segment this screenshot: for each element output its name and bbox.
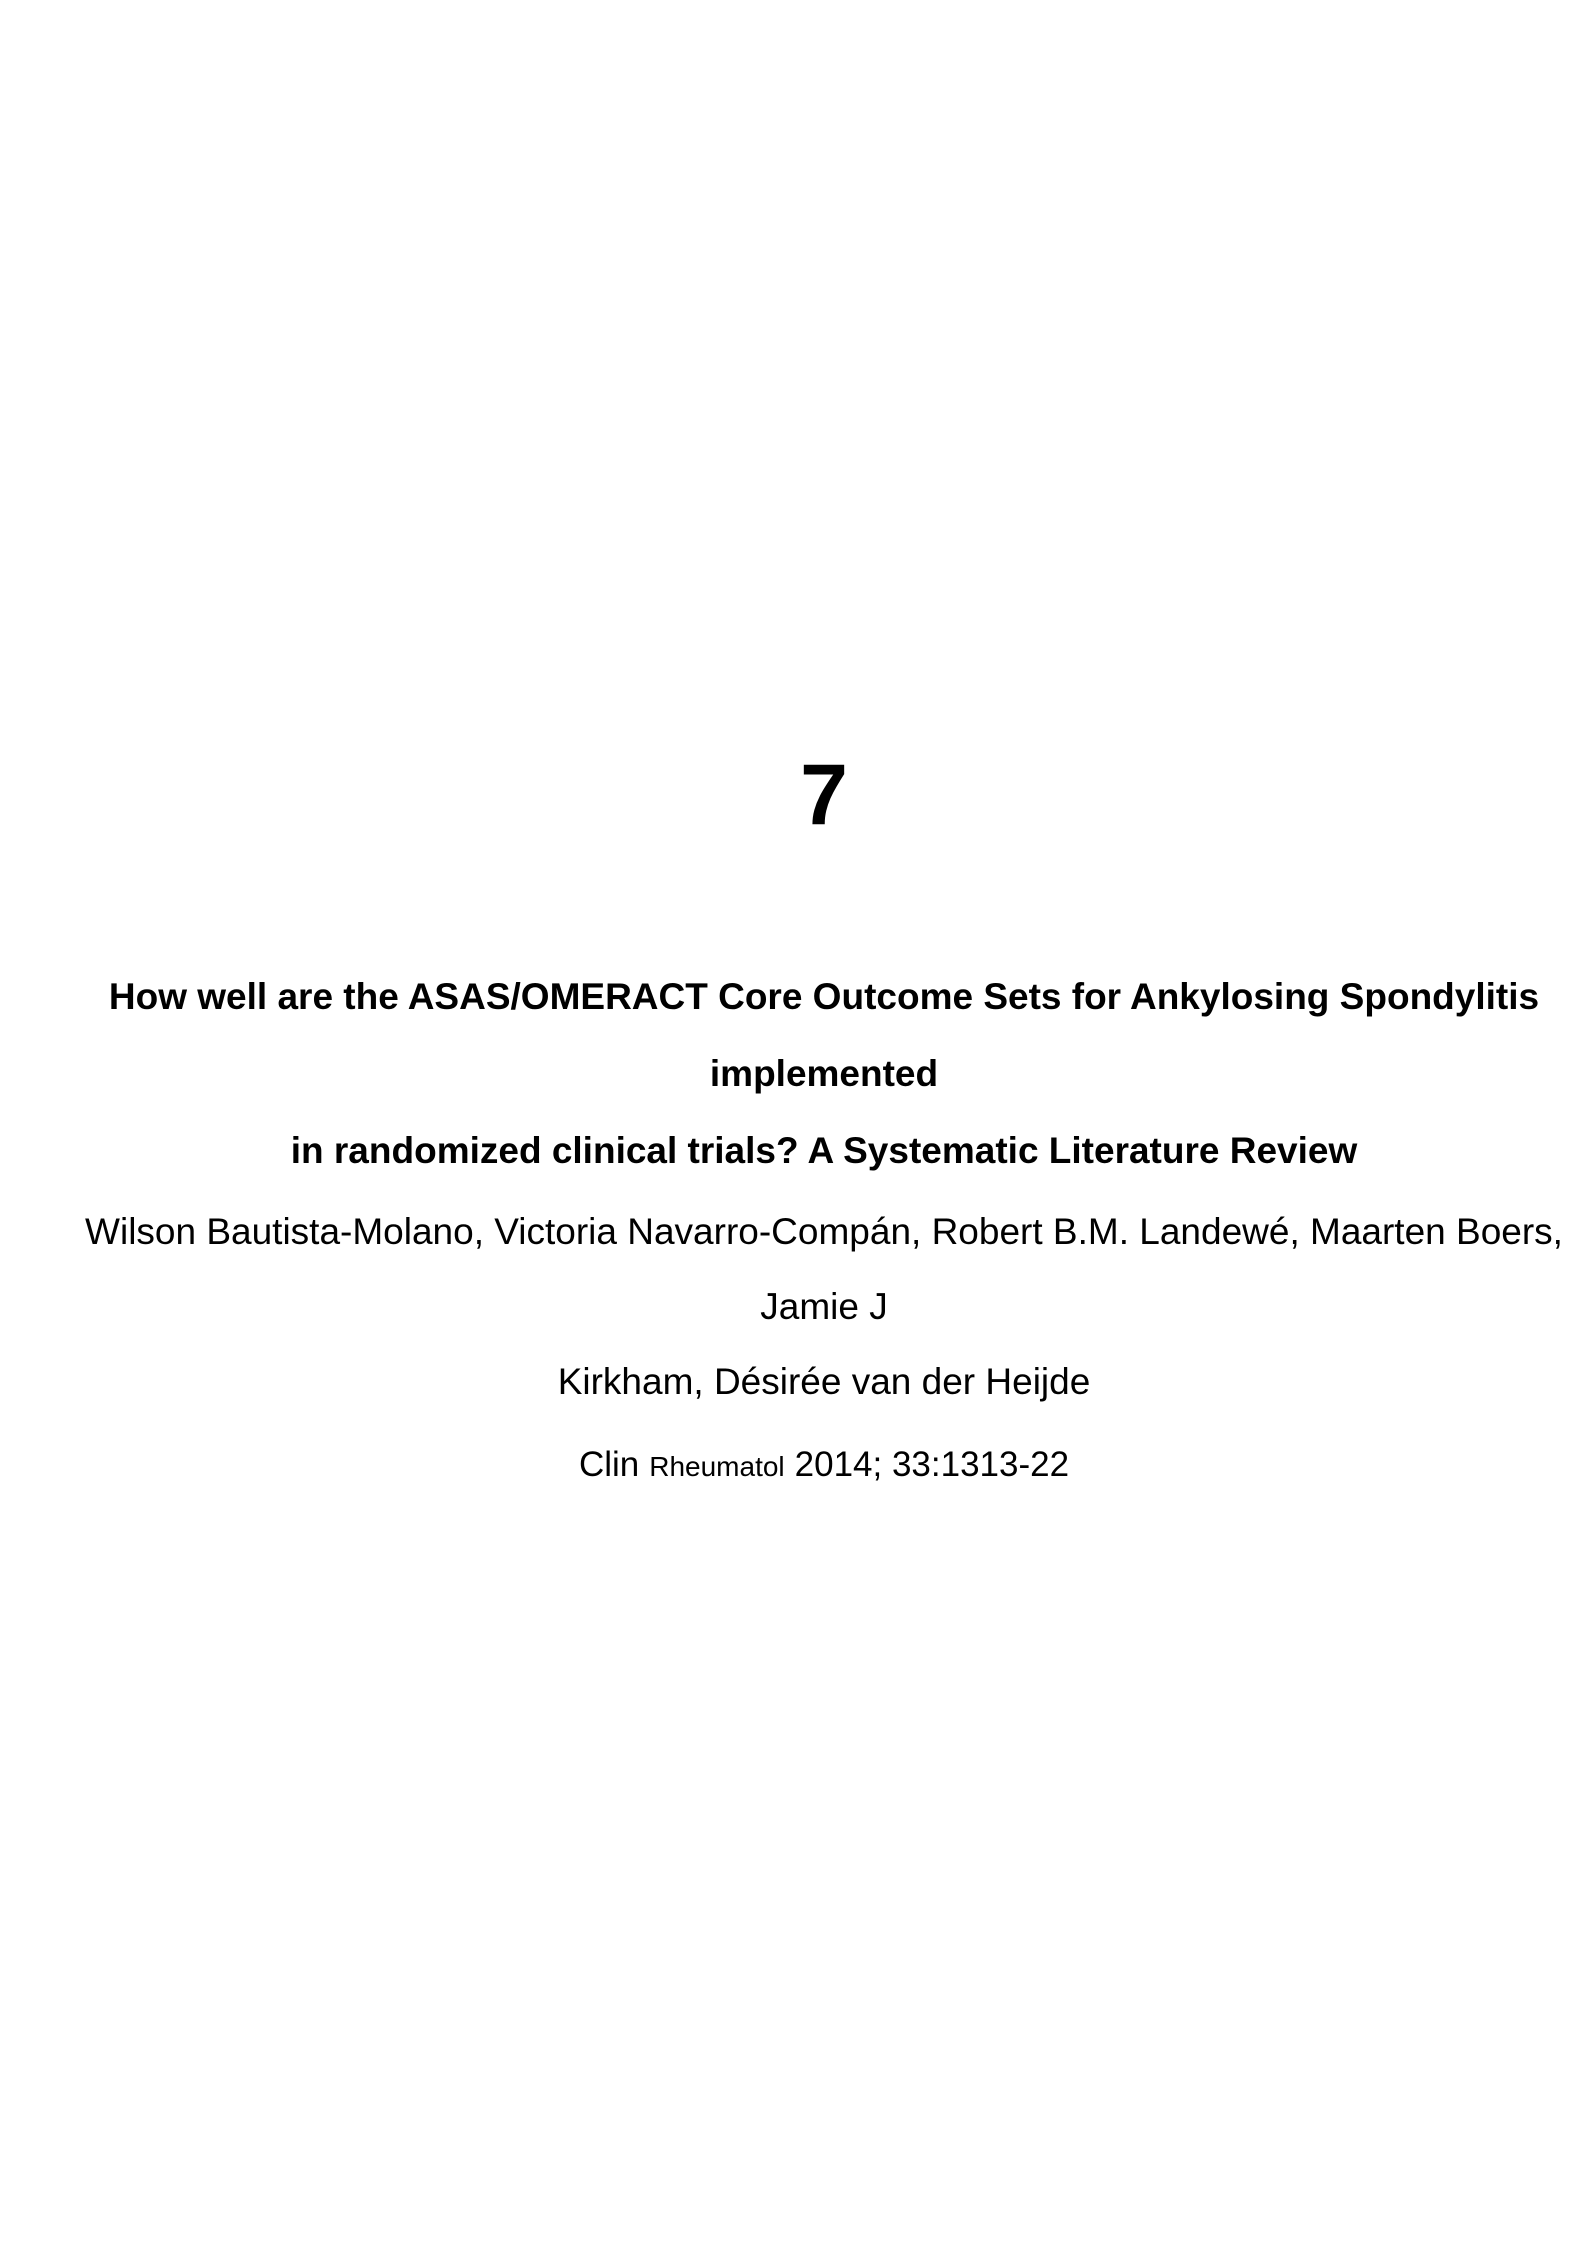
citation-journal-name: Rheumatol — [649, 1451, 785, 1482]
journal-citation — [55, 1440, 1593, 1492]
citation-volume-pages: 2014; 33:1313-22 — [794, 1445, 1070, 1484]
citation-journal-prefix: Clin — [578, 1445, 640, 1484]
chapter-title-line-2: in randomized clinical trials? A Systematic Literature Review — [290, 1130, 1358, 1171]
content-column — [55, 0, 1593, 2250]
chapter-title — [55, 958, 1593, 1189]
chapter-number: 7 — [800, 747, 848, 843]
author-list-line-1: Wilson Bautista-Molano, Victoria Navarro-Compán, Robert B.M. Landewé, Maarten Boers, Jamie J — [85, 1211, 1563, 1327]
author-list-line-2: Kirkham, Désirée van der Heijde — [557, 1361, 1091, 1402]
chapter-title-line-1: How well are the ASAS/OMERACT Core Outcome Sets for Ankylosing Spondylitis implemented — [108, 976, 1540, 1094]
author-list — [55, 1194, 1593, 1419]
